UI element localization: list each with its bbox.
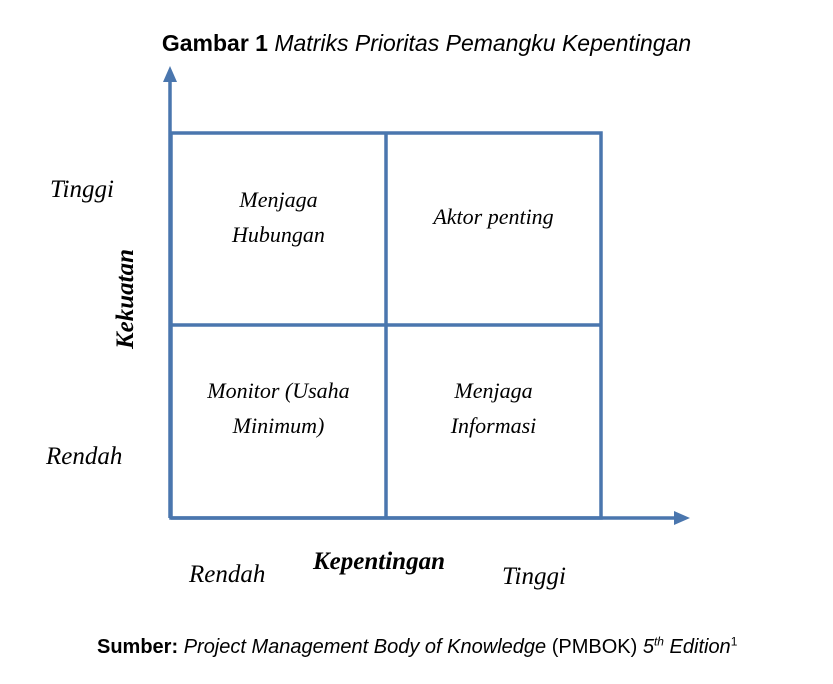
x-axis-low-label: Rendah xyxy=(189,561,266,588)
quadrant-bottom-right-line-2: Informasi xyxy=(450,413,537,438)
source-edition-number: 5 xyxy=(642,636,654,658)
source-footnote: 1 xyxy=(730,634,738,649)
x-axis-high-label: Tinggi xyxy=(502,563,566,590)
figure-number: Gambar 1 xyxy=(161,30,268,56)
source-note xyxy=(97,636,817,659)
source-book: Project Management Body of Knowledge xyxy=(183,636,547,658)
quadrant-top-right-line-1: Aktor penting xyxy=(433,204,554,229)
source-edition xyxy=(643,636,731,658)
source-edition-word: Edition xyxy=(669,636,731,658)
source-edition-sup: th xyxy=(653,634,664,649)
quadrant-bottom-right xyxy=(386,373,601,443)
quadrant-top-left-line-1: Menjaga xyxy=(239,187,318,212)
quadrant-top-right xyxy=(386,199,601,234)
source-abbrev: (PMBOK) xyxy=(551,636,638,658)
y-axis-arrowhead xyxy=(163,66,177,82)
quadrant-bottom-left xyxy=(171,373,386,443)
quadrant-bottom-left-line-1: Monitor (Usaha xyxy=(207,378,350,403)
y-axis-high-label: Tinggi xyxy=(50,176,114,203)
quadrant-top-left xyxy=(171,182,386,252)
matrix-grid xyxy=(170,80,677,518)
figure-caption: Matriks Prioritas Pemangku Kepentingan xyxy=(274,30,692,56)
x-axis-arrowhead xyxy=(674,511,690,525)
quadrant-bottom-right-line-1: Menjaga xyxy=(454,378,533,403)
y-axis-title: Kekuatan xyxy=(112,248,139,350)
source-label: Sumber: xyxy=(97,636,179,658)
quadrant-top-left-line-2: Hubungan xyxy=(232,222,325,247)
y-axis-low-label: Rendah xyxy=(46,443,123,470)
quadrant-bottom-left-line-2: Minimum) xyxy=(232,413,325,438)
x-axis-title: Kepentingan xyxy=(313,548,445,575)
